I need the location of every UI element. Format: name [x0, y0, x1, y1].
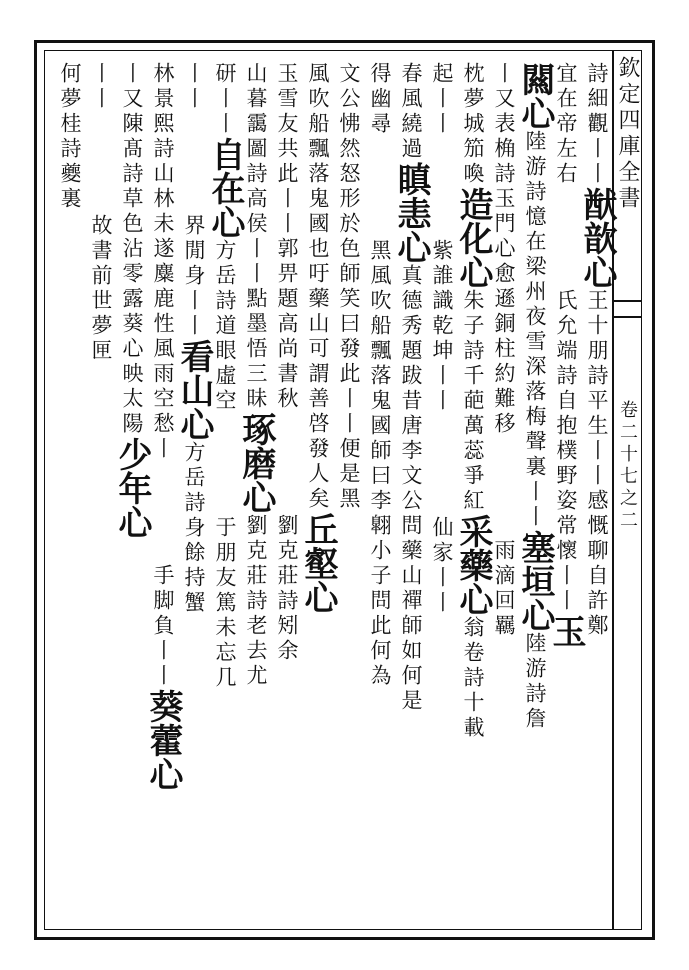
headword: 琢磨心 — [236, 412, 276, 514]
annotation-text: 宜在帝左右 — [554, 62, 578, 187]
annotation-text: 林景熙詩山林未遂麋鹿性風雨空愁丨 — [151, 62, 175, 462]
annotation-text: 劉克莊詩矧余 — [275, 514, 299, 664]
annotation-text: 陸游詩詹 — [523, 632, 547, 732]
annotation-text: 山暮靄圖詩高侯丨丨點墨悟三昧 — [244, 62, 268, 412]
annotation-text: 方岳詩身餘持蟹 — [182, 441, 206, 616]
annotation-text: 方岳詩道眼虛空 — [213, 239, 237, 414]
annotation-text: 丨丨 — [89, 62, 113, 112]
headword: 采藥心 — [453, 514, 493, 616]
annotation-text: 丨又陳髙詩草色沾零露葵心映太陽 — [120, 62, 144, 437]
annotation-text: 劉克莊詩老去尤 — [244, 514, 268, 689]
annotation-text: 界閒身丨丨 — [182, 214, 206, 339]
annotation-text: 得幽尋 — [368, 62, 392, 137]
annotation-text: 何夢桂詩夔裏 — [58, 62, 82, 212]
annotation-text: 文公怫然怒形於色師笑曰發此丨丨便是黑 — [337, 62, 361, 512]
annotation-text: 風吹船飄落鬼國也吁藥山可謂善啓發人矣 — [306, 62, 330, 512]
annotation-text: 真德秀題跋昔唐李文公問藥山禪師如何是 — [399, 264, 423, 714]
annotation-text: 手脚負丨丨 — [151, 564, 175, 689]
annotation-text: 氏允端詩自抱樸野姿常懷丨丨 — [554, 289, 578, 614]
headword: 看山心 — [174, 339, 214, 441]
annotation-text: 雨滴回羈 — [492, 539, 516, 639]
annotation-text: 丨又表桷詩玉門心愈遜銅柱約難移 — [492, 62, 516, 437]
headword: 闗心 — [515, 62, 555, 130]
annotation-text: 故書前世夢匣 — [89, 214, 113, 364]
headword: 葵藿心 — [143, 689, 183, 791]
annotation-text: 紫誰識乾坤丨丨 — [430, 239, 454, 414]
volume-label: 卷二十七之二 — [617, 400, 638, 532]
annotation-text: 春風繞過 — [399, 62, 423, 162]
headword: 玉 — [546, 614, 586, 648]
headword: 塞垣心 — [515, 530, 555, 632]
annotation-text: 于朋友篤未忘几 — [213, 516, 237, 691]
book-title: 欽定四庫全書 — [615, 56, 640, 212]
annotation-text: 起丨丨 — [430, 62, 454, 137]
headword: 瞋恚心 — [391, 162, 431, 264]
annotation-text: 玉雪友共此丨丨郭畀題高尚書秋 — [275, 62, 299, 412]
headword: 少年心 — [112, 437, 152, 539]
annotation-text: 丨丨 — [182, 62, 206, 112]
text-column — [48, 62, 92, 922]
headword: 造化心 — [453, 187, 493, 289]
annotation-text: 黑風吹船飄落鬼國師曰李翺小子問此何為 — [368, 239, 392, 689]
headword: 自在心 — [205, 137, 245, 239]
annotation-text: 枕夢城笳喚 — [461, 62, 485, 187]
headword: 猷歆心 — [577, 187, 617, 289]
annotation-text: 朱子詩千葩萬蕊爭紅 — [461, 289, 485, 514]
annotation-text: 詩細觀丨丨 — [585, 62, 609, 187]
annotation-text: 王十朋詩平生丨丨感慨聊自許鄭 — [585, 289, 609, 639]
annotation-text: 翁卷詩十載 — [461, 616, 485, 741]
annotation-text: 研丨丨 — [213, 62, 237, 137]
annotation-text: 陸游詩憶在梁州夜雪深落梅聲裏丨丨 — [523, 130, 547, 530]
annotation-text: 仙家丨丨 — [430, 516, 454, 616]
headword: 丘壑心 — [298, 512, 338, 614]
